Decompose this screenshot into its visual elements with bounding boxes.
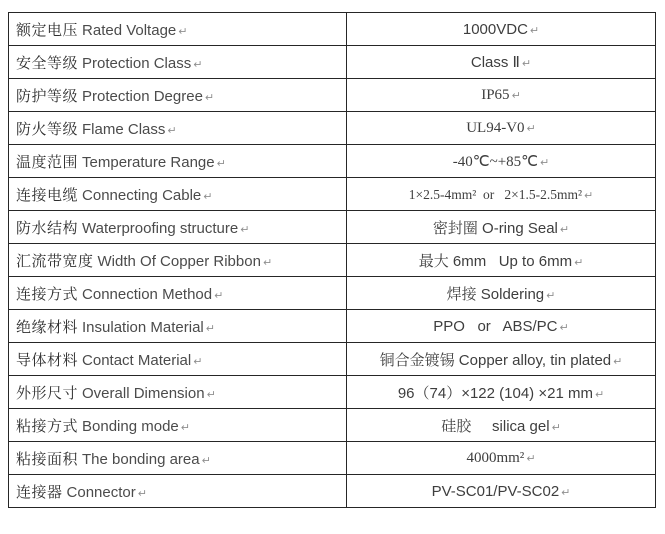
paragraph-mark-icon: ↵	[551, 420, 561, 434]
spec-value	[347, 376, 656, 409]
spec-label	[9, 46, 347, 79]
label-zh: 防护等级	[16, 87, 79, 105]
paragraph-mark-icon: ↵	[203, 189, 213, 203]
paragraph-mark-icon: ↵	[137, 486, 147, 500]
value-text: PV-SC01/PV-SC02	[431, 482, 560, 500]
table-row	[9, 244, 656, 277]
spec-label	[9, 409, 347, 442]
table-row	[9, 310, 656, 343]
label-en: Insulation Material	[82, 318, 204, 336]
spec-value	[347, 343, 656, 376]
value-text: PPO or ABS/PC	[433, 317, 558, 335]
value-text: Class Ⅱ	[470, 54, 520, 71]
paragraph-mark-icon: ↵	[559, 320, 569, 334]
value-text: 最大 6mm Up to 6mm	[418, 252, 573, 270]
paragraph-mark-icon: ↵	[574, 255, 584, 269]
spec-value	[347, 112, 656, 145]
label-zh: 温度范围	[16, 153, 79, 171]
table-row	[9, 409, 656, 442]
paragraph-mark-icon: ↵	[205, 321, 215, 335]
spec-value	[347, 475, 656, 508]
table-row	[9, 178, 656, 211]
value-text: 1×2.5-4mm² or 2×1.5-2.5mm²	[408, 186, 583, 202]
table-row	[9, 211, 656, 244]
spec-value	[347, 310, 656, 343]
paragraph-mark-icon: ↵	[529, 23, 540, 37]
table-row	[9, 112, 656, 145]
label-zh: 连接方式	[16, 285, 79, 303]
value-text: -40℃~+85℃	[452, 153, 539, 170]
label-zh: 防火等级	[16, 120, 79, 138]
paragraph-mark-icon: ↵	[167, 123, 177, 137]
value-text: IP65	[481, 87, 510, 103]
spec-label	[9, 376, 347, 409]
spec-label	[9, 211, 347, 244]
paragraph-mark-icon: ↵	[594, 387, 605, 401]
label-en: Temperature Range	[82, 153, 215, 171]
label-en: Flame Class	[82, 120, 166, 138]
spec-label	[9, 112, 347, 145]
label-en: Protection Degree	[82, 87, 203, 105]
label-zh: 连接电缆	[16, 186, 79, 204]
paragraph-mark-icon: ↵	[584, 188, 594, 202]
spec-value	[347, 244, 656, 277]
spec-label	[9, 310, 347, 343]
spec-value	[347, 211, 656, 244]
value-text: UL94-V0	[466, 120, 525, 136]
label-en: Waterproofing structure	[82, 219, 239, 237]
paragraph-mark-icon: ↵	[193, 354, 203, 368]
value-text: 铜合金镀锡 Copper alloy, tin plated	[379, 351, 612, 369]
label-zh: 导体材料	[16, 351, 79, 369]
label-en: Overall Dimension	[82, 384, 205, 402]
paragraph-mark-icon: ↵	[240, 222, 250, 236]
table-row	[9, 79, 656, 112]
label-en: Connecting Cable	[82, 186, 202, 204]
paragraph-mark-icon: ↵	[178, 24, 188, 38]
paragraph-mark-icon: ↵	[526, 452, 536, 465]
paragraph-mark-icon: ↵	[206, 387, 216, 401]
paragraph-mark-icon: ↵	[613, 354, 623, 368]
spec-label	[9, 442, 347, 475]
label-zh: 汇流带宽度	[16, 252, 94, 270]
label-zh: 额定电压	[16, 21, 79, 39]
spec-value	[347, 178, 656, 211]
value-text: 4000mm²	[466, 450, 525, 466]
table-row	[9, 442, 656, 475]
paragraph-mark-icon: ↵	[216, 156, 226, 170]
value-text: 96（74）×122 (104) ×21 mm	[397, 384, 593, 402]
label-en: Connector	[66, 483, 136, 501]
value-text: 密封圈 O-ring Seal	[432, 219, 558, 237]
paragraph-mark-icon: ↵	[540, 155, 550, 169]
label-en: Protection Class	[82, 54, 192, 72]
label-en: Contact Material	[82, 351, 192, 369]
paragraph-mark-icon: ↵	[262, 255, 273, 269]
value-text: 硅胶 silica gel	[441, 417, 550, 435]
spec-value	[347, 145, 656, 178]
spec-value	[347, 442, 656, 475]
table-row	[9, 277, 656, 310]
value-text: 1000VDC	[462, 20, 528, 38]
paragraph-mark-icon: ↵	[526, 122, 536, 135]
paragraph-mark-icon: ↵	[201, 453, 211, 467]
spec-value	[347, 79, 656, 112]
table-row	[9, 145, 656, 178]
paragraph-mark-icon: ↵	[214, 288, 224, 302]
paragraph-mark-icon: ↵	[204, 90, 215, 104]
label-zh: 外形尺寸	[16, 384, 79, 402]
paragraph-mark-icon: ↵	[559, 222, 570, 236]
spec-label	[9, 475, 347, 508]
spec-value	[347, 46, 656, 79]
paragraph-mark-icon: ↵	[546, 288, 556, 302]
paragraph-mark-icon: ↵	[561, 485, 571, 499]
table-row	[9, 13, 656, 46]
spec-label	[9, 145, 347, 178]
value-text: 焊接 Soldering	[446, 285, 545, 303]
spec-value	[347, 13, 656, 46]
label-zh: 粘接方式	[16, 417, 79, 435]
table-row	[9, 343, 656, 376]
paragraph-mark-icon: ↵	[193, 57, 203, 71]
table-row	[9, 376, 656, 409]
label-zh: 连接器	[16, 483, 63, 501]
label-en: Width Of Copper Ribbon	[97, 252, 261, 270]
spec-label	[9, 244, 347, 277]
paragraph-mark-icon: ↵	[511, 89, 521, 102]
table-row	[9, 46, 656, 79]
paragraph-mark-icon: ↵	[180, 420, 190, 434]
table-row	[9, 475, 656, 508]
label-en: The bonding area	[82, 450, 200, 468]
label-en: Bonding mode	[82, 417, 179, 435]
paragraph-mark-icon: ↵	[521, 57, 532, 70]
label-en: Connection Method	[82, 285, 213, 303]
spec-label	[9, 13, 347, 46]
label-zh: 绝缘材料	[16, 318, 79, 336]
spec-label	[9, 277, 347, 310]
spec-label	[9, 178, 347, 211]
label-zh: 安全等级	[16, 54, 79, 72]
label-en: Rated Voltage	[82, 21, 177, 39]
spec-value	[347, 277, 656, 310]
spec-value	[347, 409, 656, 442]
label-zh: 粘接面积	[16, 450, 79, 468]
spec-label	[9, 79, 347, 112]
specification-table	[8, 12, 656, 508]
spec-label	[9, 343, 347, 376]
label-zh: 防水结构	[16, 219, 79, 237]
